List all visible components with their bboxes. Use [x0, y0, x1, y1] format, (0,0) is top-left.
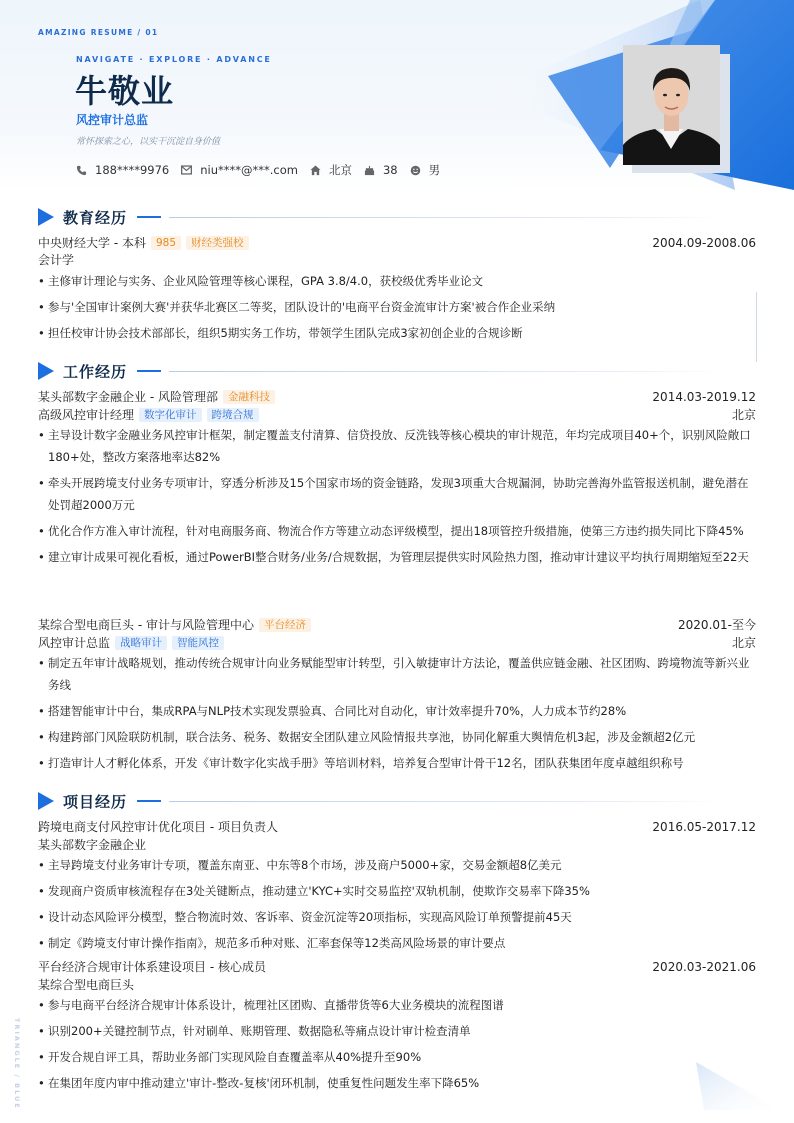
- list-item: • 主导设计数字金融业务风控审计框架，制定覆盖支付清算、信贷投放、反洗钱等核心模块的审计规范，年均完成项目40+个，识别风险敞口180+处，整改方案落地率达82%: [38, 424, 756, 468]
- candidate-role: 风控审计总监: [76, 113, 149, 127]
- side-watermark-text: TRIANGLE / BLUE: [13, 1018, 21, 1110]
- section-divider: [169, 217, 726, 218]
- cake-icon: [364, 165, 375, 176]
- phone-text: 188****9976: [95, 163, 170, 177]
- list-item: • 制定《跨境支付审计操作指南》，规范多币种对账、汇率套保等12类高风险场景的审计要点: [38, 932, 756, 954]
- project-org: 某头部数字金融企业: [38, 838, 147, 852]
- job-date: 2020.01-至今: [678, 618, 756, 632]
- job-position-row: [38, 407, 756, 423]
- list-item: • 构建跨部门风险联防机制，联合法务、税务、数据安全团队建立风险情报共享池，协同化解重大舆情危机3起，涉及金额超2亿元: [38, 726, 756, 748]
- section-title: 教育经历: [63, 208, 128, 227]
- section-dash: [137, 216, 161, 218]
- contact-gender: [410, 162, 441, 178]
- smile-icon: [410, 165, 421, 176]
- job-position: 高级风控审计经理: [38, 408, 135, 422]
- position-tag: 智能风控: [172, 636, 224, 650]
- resume-tag: AMAZING RESUME / 01: [38, 28, 159, 37]
- city-text: 北京: [328, 163, 352, 177]
- email-text: niu****@***.com: [200, 163, 298, 177]
- section-projects: [38, 791, 756, 811]
- triangle-icon: [38, 208, 54, 226]
- list-item: • 搭建智能审计中台，集成RPA与NLP技术实现发票验真、合同比对自动化，审计效率提升70%，人力成本节约28%: [38, 700, 756, 722]
- list-item: • 在集团年度内审中推动建立'审计-整改-复核'闭环机制，使重复性问题发生率下降65%: [38, 1072, 756, 1094]
- decor-vertical-line: [756, 292, 757, 362]
- list-item: • 识别200+关键控制节点，针对刷单、账期管理、数据隐私等痛点设计审计检查清单: [38, 1020, 756, 1042]
- section-work: [38, 361, 756, 381]
- position-tag: 战略审计: [115, 636, 167, 650]
- project-date: 2020.03-2021.06: [652, 960, 756, 974]
- company-tag: 平台经济: [259, 618, 311, 632]
- job-location: 北京: [731, 408, 756, 422]
- job-bullets: [38, 424, 756, 572]
- school-tag: 财经类强校: [186, 236, 249, 250]
- gender-text: 男: [428, 163, 441, 177]
- project-bullets: [38, 854, 756, 958]
- project-name: 跨境电商支付风控审计优化项目 - 项目负责人: [38, 820, 278, 834]
- section-divider: [169, 801, 726, 802]
- candidate-motto: 常怀探索之心，以实干沉淀自身价值: [76, 137, 221, 147]
- list-item: • 参与'全国审计案例大赛'并获华北赛区二等奖，团队设计的'电商平台资金流审计方案'被合作企业采纳: [38, 296, 756, 318]
- contact-age: [364, 163, 398, 177]
- list-item: • 发现商户资质审核流程存在3处关键断点，推动建立'KYC+实时交易监控'双轨机制，使欺诈交易率下降35%: [38, 880, 756, 902]
- section-divider: [169, 371, 726, 372]
- list-item: • 担任校审计协会技术部部长，组织5期实务工作坊，带领学生团队完成3家初创企业的合规诊断: [38, 322, 756, 344]
- phone-icon: [76, 165, 87, 176]
- contact-phone: [76, 163, 169, 177]
- profile-photo: [623, 45, 720, 165]
- project-org: 某综合型电商巨头: [38, 978, 135, 992]
- contact-city: [310, 162, 352, 178]
- job-company: 某综合型电商巨头 - 审计与风险管理中心: [38, 618, 254, 632]
- job-position-row: [38, 635, 756, 651]
- project-header: [38, 819, 756, 835]
- section-dash: [137, 800, 161, 802]
- education-bullets: [38, 270, 756, 348]
- job-header: [38, 617, 756, 633]
- candidate-name: 牛敬业: [75, 72, 175, 110]
- section-dash: [137, 370, 161, 372]
- triangle-icon: [38, 792, 54, 810]
- list-item: • 牵头开展跨境支付业务专项审计，穿透分析涉及15个国家市场的资金链路，发现3项重大合规漏洞，协助完善海外监管报送机制，避免潜在处罚超2000万元: [38, 472, 756, 516]
- contact-email: [181, 163, 298, 177]
- project-header: [38, 959, 756, 975]
- education-major: [38, 252, 756, 268]
- list-item: • 打造审计人才孵化体系，开发《审计数字化实战手册》等培训材料，培养复合型审计骨干12名，团队获集团年度卓越组织称号: [38, 752, 756, 774]
- major-name: 会计学: [38, 253, 75, 267]
- section-education: [38, 207, 756, 227]
- section-title: 工作经历: [63, 362, 128, 381]
- education-header: [38, 235, 756, 251]
- triangle-icon: [38, 362, 54, 380]
- list-item: • 主修审计理论与实务、企业风险管理等核心课程，GPA 3.8/4.0，获校级优秀毕业论文: [38, 270, 756, 292]
- job-location: 北京: [731, 636, 756, 650]
- age-text: 38: [382, 163, 398, 177]
- contact-info: [76, 162, 452, 178]
- job-date: 2014.03-2019.12: [652, 390, 756, 404]
- job-company: 某头部数字金融企业 - 风险管理部: [38, 390, 218, 404]
- avatar-portrait: [623, 45, 720, 165]
- home-icon: [310, 165, 321, 176]
- project-bullets: [38, 994, 756, 1098]
- list-item: • 参与电商平台经济合规审计体系设计，梳理社区团购、直播带货等6大业务模块的流程图谱: [38, 994, 756, 1016]
- header-banner: [0, 0, 794, 190]
- section-title: 项目经历: [63, 792, 128, 811]
- job-position: 风控审计总监: [38, 636, 111, 650]
- list-item: • 设计动态风险评分模型，整合物流时效、客诉率、资金沉淀等20项指标，实现高风险订单预警提前45天: [38, 906, 756, 928]
- list-item: • 开发合规自评工具，帮助业务部门实现风险自查覆盖率从40%提升至90%: [38, 1046, 756, 1068]
- job-bullets: [38, 652, 756, 778]
- project-org-row: [38, 977, 756, 993]
- school-tag: 985: [151, 236, 181, 250]
- project-date: 2016.05-2017.12: [652, 820, 756, 834]
- list-item: • 主导跨境支付业务审计专项，覆盖东南亚、中东等8个市场，涉及商户5000+家，交易金额超8亿美元: [38, 854, 756, 876]
- mail-icon: [181, 165, 192, 175]
- company-tag: 金融科技: [223, 390, 275, 404]
- list-item: • 制定五年审计战略规划，推动传统合规审计向业务赋能型审计转型，引入敏捷审计方法论，覆盖供应链金融、社区团购、跨境物流等新兴业务线: [38, 652, 756, 696]
- corner-triangle-decoration: [690, 1060, 794, 1123]
- slogan-tag: NAVIGATE · EXPLORE · ADVANCE: [76, 55, 272, 64]
- job-header: [38, 389, 756, 405]
- list-item: • 优化合作方准入审计流程，针对电商服务商、物流合作方等建立动态评级模型，提出18项管控升级措施，使第三方违约损失同比下降45%: [38, 520, 756, 542]
- school-name: 中央财经大学 - 本科: [38, 236, 146, 250]
- position-tag: 数字化审计: [139, 408, 202, 422]
- project-org-row: [38, 837, 756, 853]
- education-date: 2004.09-2008.06: [652, 236, 756, 250]
- position-tag: 跨境合规: [207, 408, 259, 422]
- project-name: 平台经济合规审计体系建设项目 - 核心成员: [38, 960, 266, 974]
- list-item: • 建立审计成果可视化看板，通过PowerBI整合财务/业务/合规数据，为管理层提供实时风险热力图，推动审计建议平均执行周期缩短至22天: [38, 546, 756, 568]
